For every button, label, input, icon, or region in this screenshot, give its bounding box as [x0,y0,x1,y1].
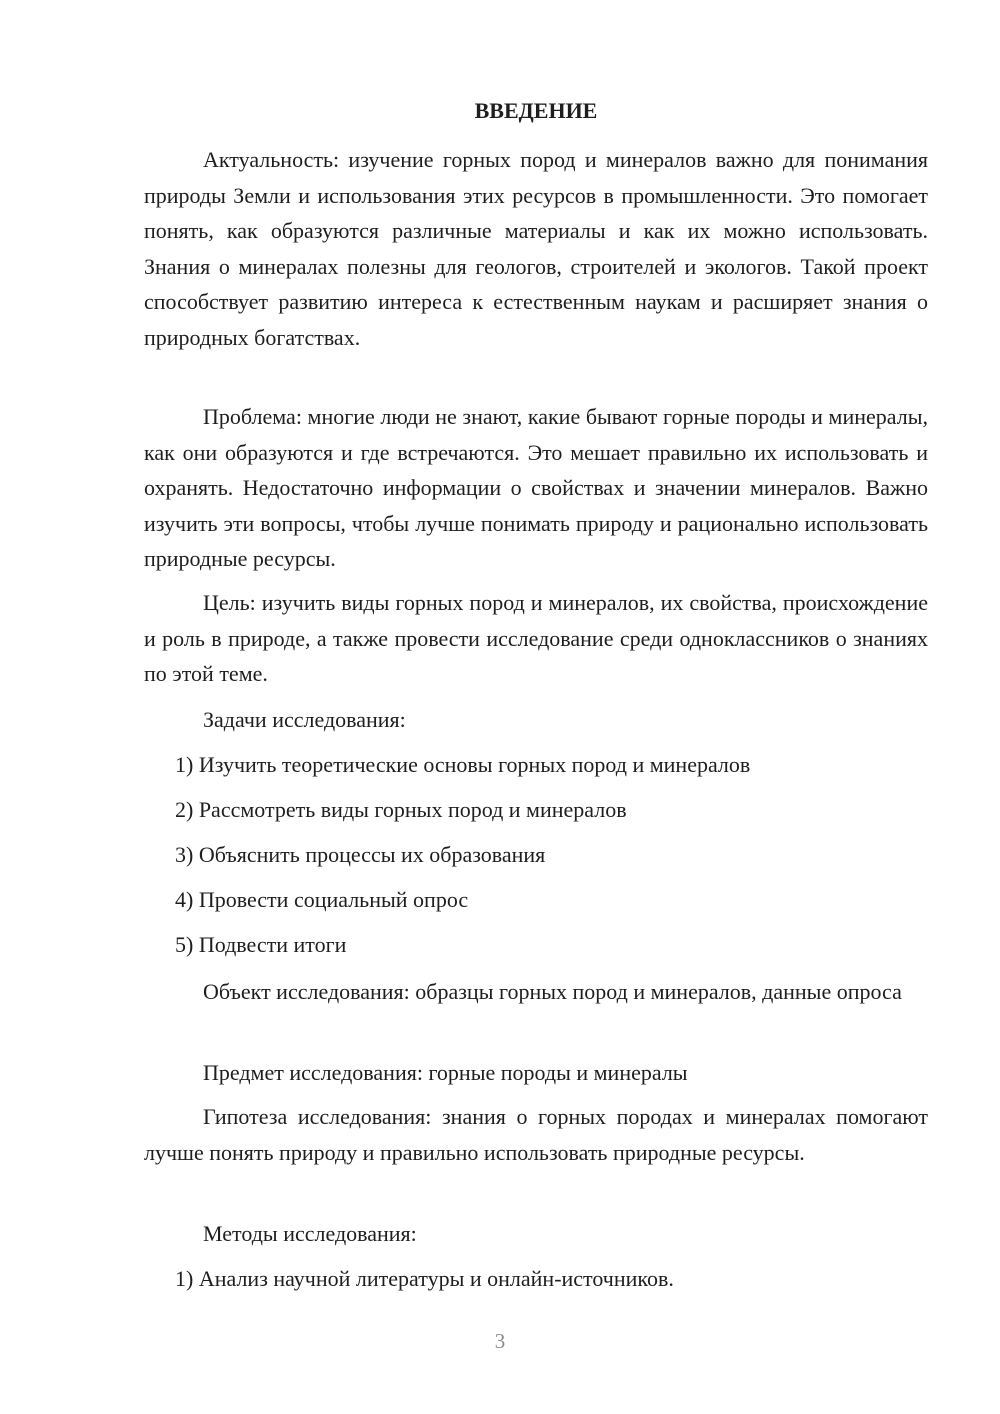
relevance-paragraph: Актуальность: изучение горных пород и минералов важно для понимания природы Земли и использования этих ресурсов в промышленности. Это помогает понять, как образуются различные материалы и как их можно использовать. Знания о минералах полезны для геологов, строителей и экологов. Такой проект способствует развитию интереса к естественным наукам и расширяет знания о природных богатствах. [144,147,928,350]
task-item: 1) Изучить теоретические основы горных пород и минералов [175,752,751,777]
object-paragraph: Объект исследования: образцы горных пород и минералов, данные опроса [203,979,902,1004]
hypothesis-paragraph: Гипотеза исследования: знания о горных породах и минералах помогают лучше понять природу и правильно использовать природные ресурсы. [144,1104,928,1165]
tasks-heading: Задачи исследования: [203,707,406,732]
page-number: 3 [494,1329,506,1353]
method-item: 1) Анализ научной литературы и онлайн-источников. [175,1266,674,1291]
goal-paragraph: Цель: изучить виды горных пород и минералов, их свойства, происхождение и роль в природе, а также провести исследование среди одноклассников о знаниях по этой теме. [144,590,928,686]
methods-heading: Методы исследования: [203,1221,417,1246]
task-item: 5) Подвести итоги [175,932,347,957]
task-item: 4) Провести социальный опрос [175,887,469,912]
problem-paragraph: Проблема: многие люди не знают, какие бывают горные породы и минералы, как они образуются и где встречаются. Это мешает правильно их использовать и охранять. Недостаточно информации о свойствах и значении минералов. Важно изучить эти вопросы, чтобы лучше понимать природу и рационально использовать природные ресурсы. [144,404,928,571]
task-item: 2) Рассмотреть виды горных пород и минералов [175,797,627,822]
task-item: 3) Объяснить процессы их образования [175,842,546,867]
section-title: ВВЕДЕНИЕ [474,98,598,123]
subject-line: Предмет исследования: горные породы и минералы [203,1060,688,1085]
